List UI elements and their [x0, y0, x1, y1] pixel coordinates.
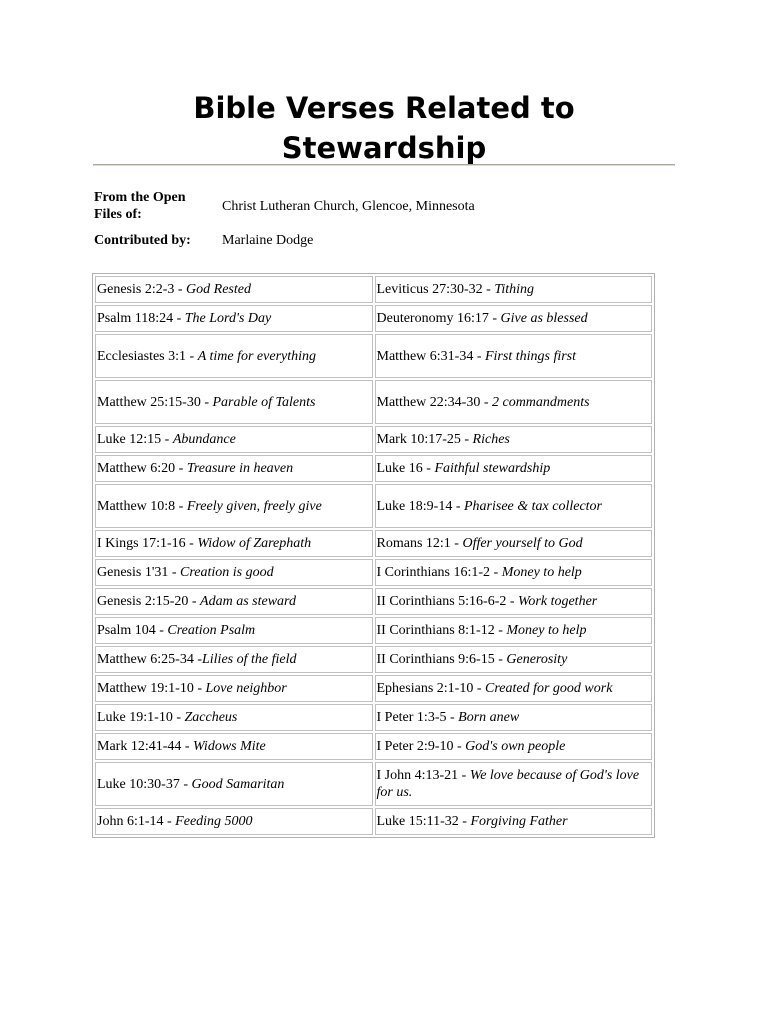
verse-cell [95, 455, 373, 482]
verse-cell [375, 559, 653, 586]
verse-reference: II Corinthians 9:6-15 - [376, 652, 507, 667]
table-row [95, 455, 652, 482]
verse-topic: Lilies of the field [201, 652, 297, 667]
verse-reference: Mark 10:17-25 - [376, 432, 473, 447]
verse-topic: Riches [472, 432, 510, 447]
table-row [95, 276, 652, 303]
verse-reference: Luke 18:9-14 - [376, 498, 464, 514]
verse-reference: Psalm 104 - [97, 623, 168, 638]
verse-topic: Freely given, freely give [186, 498, 322, 514]
verse-cell [95, 484, 373, 528]
table-row [95, 380, 652, 424]
verse-topic: Adam as steward [200, 594, 296, 609]
verse-topic: Feeding 5000 [175, 814, 253, 829]
verse-reference: Matthew 22:34-30 - [376, 394, 492, 410]
table-row [95, 646, 652, 673]
verse-cell [95, 675, 373, 702]
verse-topic: Faithful stewardship [434, 461, 551, 476]
verse-reference: Luke 16 - [376, 461, 435, 476]
verse-cell [95, 305, 373, 332]
verse-reference: I Peter 1:3-5 - [376, 710, 459, 725]
verse-cell [375, 808, 653, 835]
verse-reference: Psalm 118:24 - [97, 311, 185, 326]
verse-reference: Genesis 1'31 - [97, 565, 181, 580]
verse-reference: Luke 10:30-37 - [97, 776, 192, 792]
table-row [95, 559, 652, 586]
verse-reference: Genesis 2:2-3 - [97, 282, 187, 297]
table-row [95, 530, 652, 557]
contributed-label: Contributed by: [94, 233, 191, 248]
verse-reference: II Corinthians 5:16-6-2 - [376, 594, 519, 609]
verse-topic: Offer yourself to God [462, 536, 583, 551]
verse-topic: God Rested [186, 282, 251, 297]
from-label: From the Open Files of: [94, 190, 186, 222]
verse-cell [375, 484, 653, 528]
table-row [95, 675, 652, 702]
verse-reference: Matthew 25:15-30 - [97, 394, 213, 410]
verse-topic: Money to help [506, 623, 587, 638]
table-row [95, 617, 652, 644]
table-row [95, 808, 652, 835]
verse-reference: Ecclesiastes 3:1 - [97, 348, 198, 364]
verse-topic: Treasure in heaven [186, 461, 294, 476]
verse-topic: 2 commandments [491, 394, 590, 410]
verse-cell [375, 733, 653, 760]
verse-cell [95, 426, 373, 453]
verse-topic: Parable of Talents [212, 394, 316, 410]
verse-reference: Matthew 6:25-34 - [97, 652, 202, 667]
verse-topic: Give as blessed [500, 311, 588, 326]
verse-topic: Abundance [172, 432, 236, 447]
document-title [93, 88, 675, 168]
verse-topic: Born anew [458, 710, 520, 725]
verse-cell [375, 588, 653, 615]
verse-reference: John 6:1-14 - [97, 814, 176, 829]
verse-topic: Money to help [501, 565, 582, 580]
verse-cell [95, 762, 373, 806]
table-row [95, 588, 652, 615]
verse-cell [375, 675, 653, 702]
contributed-value: Marlaine Dodge [222, 233, 314, 248]
verse-topic: Created for good work [484, 681, 613, 696]
verse-cell [375, 762, 653, 806]
verse-cell [375, 334, 653, 378]
verse-cell [95, 704, 373, 731]
verse-topic: Zaccheus [184, 710, 238, 725]
table-row [95, 762, 652, 806]
verse-cell [95, 559, 373, 586]
verse-cell [95, 646, 373, 673]
verse-topic: Forgiving Father [470, 814, 568, 829]
verse-topic: Good Samaritan [191, 776, 285, 792]
verse-reference: Matthew 6:20 - [97, 461, 187, 476]
title-line-2: Stewardship [281, 131, 487, 165]
verse-cell [375, 276, 653, 303]
verse-topic: Creation is good [180, 565, 274, 580]
verse-cell [375, 455, 653, 482]
verse-cell [375, 617, 653, 644]
verse-cell [95, 808, 373, 835]
table-row [95, 305, 652, 332]
verse-reference: Romans 12:1 - [376, 536, 463, 551]
verse-reference: Leviticus 27:30-32 - [376, 282, 495, 297]
verse-cell [375, 426, 653, 453]
verse-reference: Matthew 6:31-34 - [376, 348, 485, 364]
verse-cell [375, 305, 653, 332]
verse-topic: Work together [518, 594, 598, 609]
verse-topic: God's own people [465, 739, 566, 754]
verse-cell [95, 380, 373, 424]
verse-reference: II Corinthians 8:1-12 - [376, 623, 507, 638]
verse-topic: Tithing [494, 282, 534, 297]
title-line-1: Bible Verses Related to [193, 91, 575, 125]
verse-cell [95, 733, 373, 760]
verse-topic: Widow of Zarephath [197, 536, 312, 551]
verse-reference: I Peter 2:9-10 - [376, 739, 466, 754]
verse-reference: Matthew 19:1-10 - [97, 681, 206, 696]
table-row [95, 733, 652, 760]
table-row [95, 704, 652, 731]
verse-cell [95, 617, 373, 644]
verse-cell [375, 530, 653, 557]
verse-cell [95, 276, 373, 303]
verse-cell [375, 646, 653, 673]
verse-reference: Luke 15:11-32 - [376, 814, 471, 829]
verse-topic: Widows Mite [193, 739, 266, 754]
verse-topic: Love neighbor [205, 681, 287, 696]
verse-reference: Luke 12:15 - [97, 432, 173, 447]
from-value: Christ Lutheran Church, Glencoe, Minnesota [222, 199, 475, 214]
verse-reference: Mark 12:41-44 - [97, 739, 194, 754]
table-row [95, 426, 652, 453]
verse-cell [95, 334, 373, 378]
verse-cell [375, 380, 653, 424]
verse-topic: Generosity [506, 652, 568, 667]
verse-reference: Matthew 10:8 - [97, 498, 187, 514]
verse-reference: Genesis 2:15-20 - [97, 594, 201, 609]
verses-table [92, 273, 655, 838]
verse-reference: Luke 19:1-10 - [97, 710, 185, 725]
verse-reference: I John 4:13-21 - [376, 768, 470, 783]
verse-reference: Ephesians 2:1-10 - [376, 681, 485, 696]
table-row [95, 484, 652, 528]
verse-topic: A time for everything [197, 348, 317, 364]
verse-cell [95, 588, 373, 615]
verse-reference: I Corinthians 16:1-2 - [376, 565, 502, 580]
verse-topic: The Lord's Day [184, 311, 272, 326]
title-divider [93, 164, 675, 166]
verse-topic: We love because of God's love for us. [376, 768, 640, 800]
verse-topic: First things first [484, 348, 577, 364]
verse-reference: Deuteronomy 16:17 - [376, 311, 501, 326]
table-row [95, 334, 652, 378]
verse-topic: Pharisee & tax collector [463, 498, 603, 514]
verse-reference: I Kings 17:1-16 - [97, 536, 198, 551]
verse-cell [375, 704, 653, 731]
verse-cell [95, 530, 373, 557]
verse-topic: Creation Psalm [167, 623, 256, 638]
